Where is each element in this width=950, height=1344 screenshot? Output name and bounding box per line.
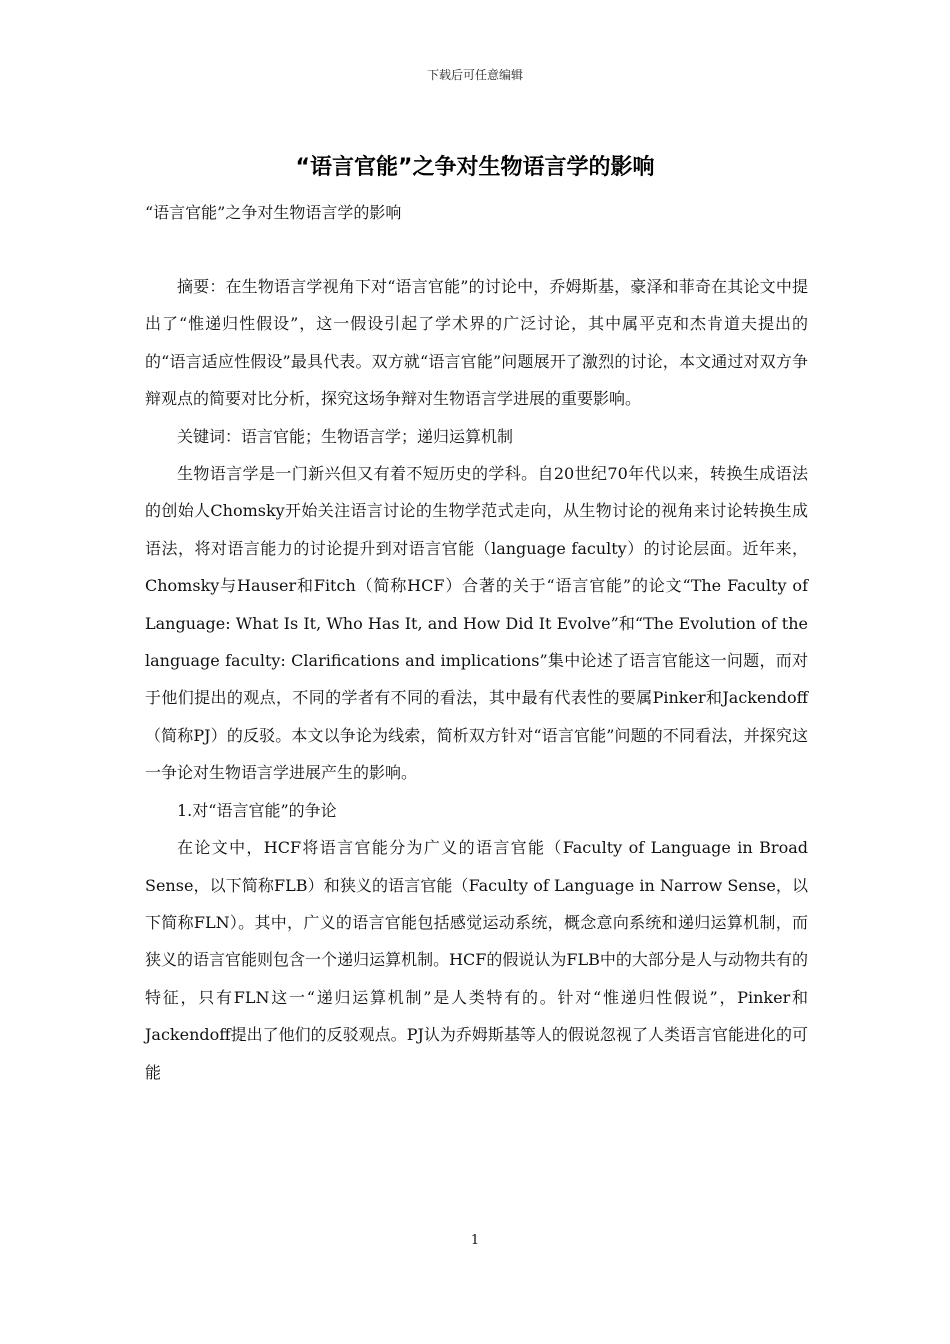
- page-number: 1: [470, 1233, 480, 1248]
- page-header: 下载后可任意编辑: [426, 68, 523, 82]
- keywords-paragraph: 关键词：语言官能；生物语言学；递归运算机制: [177, 426, 514, 446]
- document-title: “语言官能”之争对生物语言学的影响: [295, 155, 655, 180]
- section-paragraph: 在论文中，HCF将语言官能分为广义的语言官能（Faculty of Language in Broad Sense，以下简称FLB）和狭义的语言官能（Faculty of Language in Narrow Sense，以下简称FLN）。其中，广义的语言官能包括感觉运动系统，概念意向系统和递归运算机制，而狭义的语言官能则包含一个递归运算机制。HCF的假说认为FLB中的大部分是人与动物共有的特征，只有FLN这一“递归运算机制”是人类特有的。针对“惟递归性假说”，Pinker和Jackendoff提出了他们的反驳观点。PJ认为乔姆斯基等人的假说忽视了人类语言官能进化的可能: [145, 838, 808, 1082]
- intro-paragraph: 生物语言学是一门新兴但又有着不短历史的学科。自20世纪70年代以来，转换生成语法的创始人Chomsky开始关注语言讨论的生物学范式走向，从生物讨论的视角来讨论转换生成语法，将对语言能力的讨论提升到对语言官能（language faculty）的讨论层面。近年来，Chomsky与Hauser和Fitch（简称HCF）合著的关于“语言官能”的论文“The Faculty of Language: What Is It, Who Has It, and How Did It Evolve”和“The Evolution of the language faculty: Clarifications and implications”集中论述了语言官能这一问题，而对于他们提出的观点，不同的学者有不同的看法，其中最有代表性的要属Pinker和Jackendoff（简称PJ）的反驳。本文以争论为线索，简析双方针对“语言官能”问题的不同看法，并探究这一争论对生物语言学进展产生的影响。: [145, 464, 808, 783]
- document-subtitle: “语言官能”之争对生物语言学的影响: [145, 203, 402, 222]
- section-heading: 1.对“语言官能”的争论: [177, 800, 337, 820]
- abstract-paragraph: 摘要：在生物语言学视角下对“语言官能”的讨论中，乔姆斯基，豪泽和菲奇在其论文中提出了“惟递归性假设”，这一假设引起了学术界的广泛讨论，其中属平克和杰肯道夫提出的的“语言适应性假设”最具代表。双方就“语言官能”问题展开了激烈的讨论，本文通过对双方争辩观点的简要对比分析，探究这场争辩对生物语言学进展的重要影响。: [145, 277, 808, 409]
- document-body: [145, 268, 808, 1091]
